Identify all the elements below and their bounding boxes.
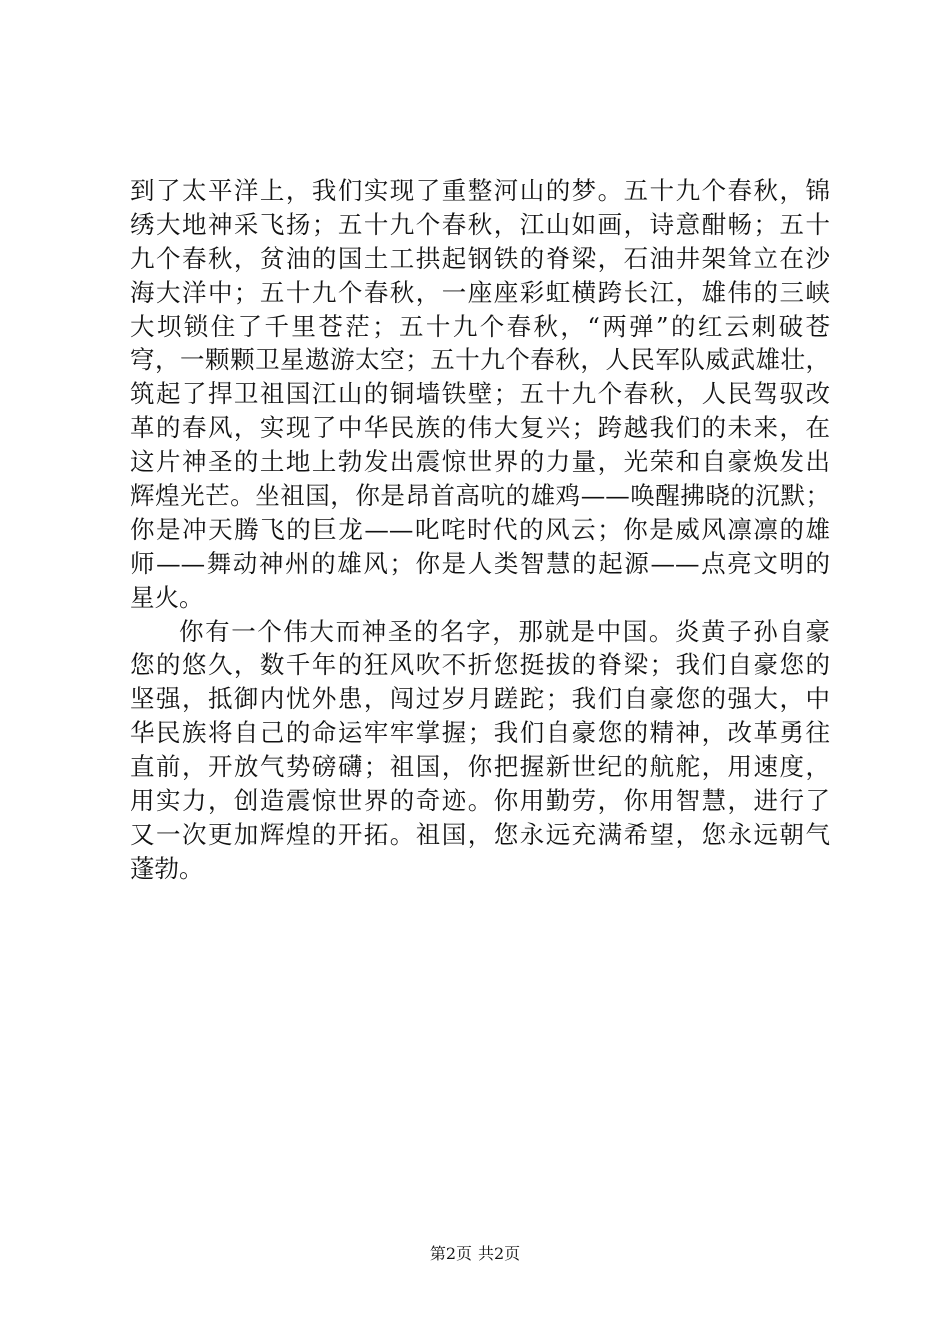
- text-line: 筑起了捍卫祖国江山的铜墙铁壁；五十九个春秋，人民驾驭改: [130, 379, 830, 409]
- text-line: 穹，一颗颗卫星遨游太空；五十九个春秋，人民军队威武雄壮，: [130, 345, 830, 375]
- text-line: 到了太平洋上，我们实现了重整河山的梦。五十九个春秋，锦: [130, 176, 830, 205]
- page-footer: [0, 1243, 950, 1265]
- text-line: 师——舞动神州的雄风；你是人类智慧的起源——点亮文明的: [130, 548, 830, 578]
- text-line: 辉煌光芒。坐祖国，你是昂首高吭的雄鸡——唤醒拂晓的沉默；: [130, 481, 830, 511]
- page-number: 第2页: [429, 1244, 472, 1263]
- text-line: 蓬勃。: [130, 853, 204, 883]
- text-line: 坚强，抵御内忧外患，闯过岁月蹉跎；我们自豪您的强大，中: [130, 684, 830, 714]
- paragraph-2: [130, 615, 830, 886]
- text-line: 革的春风，实现了中华民族的伟大复兴；跨越我们的未来，在: [130, 413, 830, 443]
- text-line: 绣大地神采飞扬；五十九个春秋，江山如画，诗意酣畅；五十: [130, 209, 830, 239]
- text-line: 用实力，创造震惊世界的奇迹。你用勤劳，你用智慧，进行了: [130, 786, 830, 816]
- text-line: 华民族将自己的命运牢牢掌握；我们自豪您的精神，改革勇往: [130, 718, 830, 748]
- page-total: 共2页: [478, 1244, 521, 1263]
- text-line: 星火。: [130, 582, 204, 612]
- text-line: 大坝锁住了千里苍茫；五十九个春秋，“两弹”的红云刺破苍: [130, 311, 830, 341]
- text-line: 直前，开放气势磅礴；祖国，你把握新世纪的航舵，用速度，: [130, 752, 830, 782]
- document-body: [130, 174, 830, 886]
- text-line: 你是冲天腾飞的巨龙——叱咤时代的风云；你是威风凛凛的雄: [130, 514, 830, 544]
- paragraph-1: [130, 174, 830, 615]
- text-line: 海大洋中；五十九个春秋，一座座彩虹横跨长江，雄伟的三峡: [130, 277, 830, 307]
- text-line: 您的悠久，数千年的狂风吹不折您挺拔的脊梁；我们自豪您的: [130, 650, 830, 680]
- text-line: 你有一个伟大而神圣的名字，那就是中国。炎黄子孙自豪: [179, 616, 830, 646]
- text-line: 这片神圣的土地上勃发出震惊世界的力量，光荣和自豪焕发出: [130, 447, 830, 477]
- text-line: 又一次更加辉煌的开拓。祖国，您永远充满希望，您永远朝气: [130, 819, 830, 849]
- text-line: 九个春秋，贫油的国土工拱起钢铁的脊梁，石油井架耸立在沙: [130, 243, 830, 273]
